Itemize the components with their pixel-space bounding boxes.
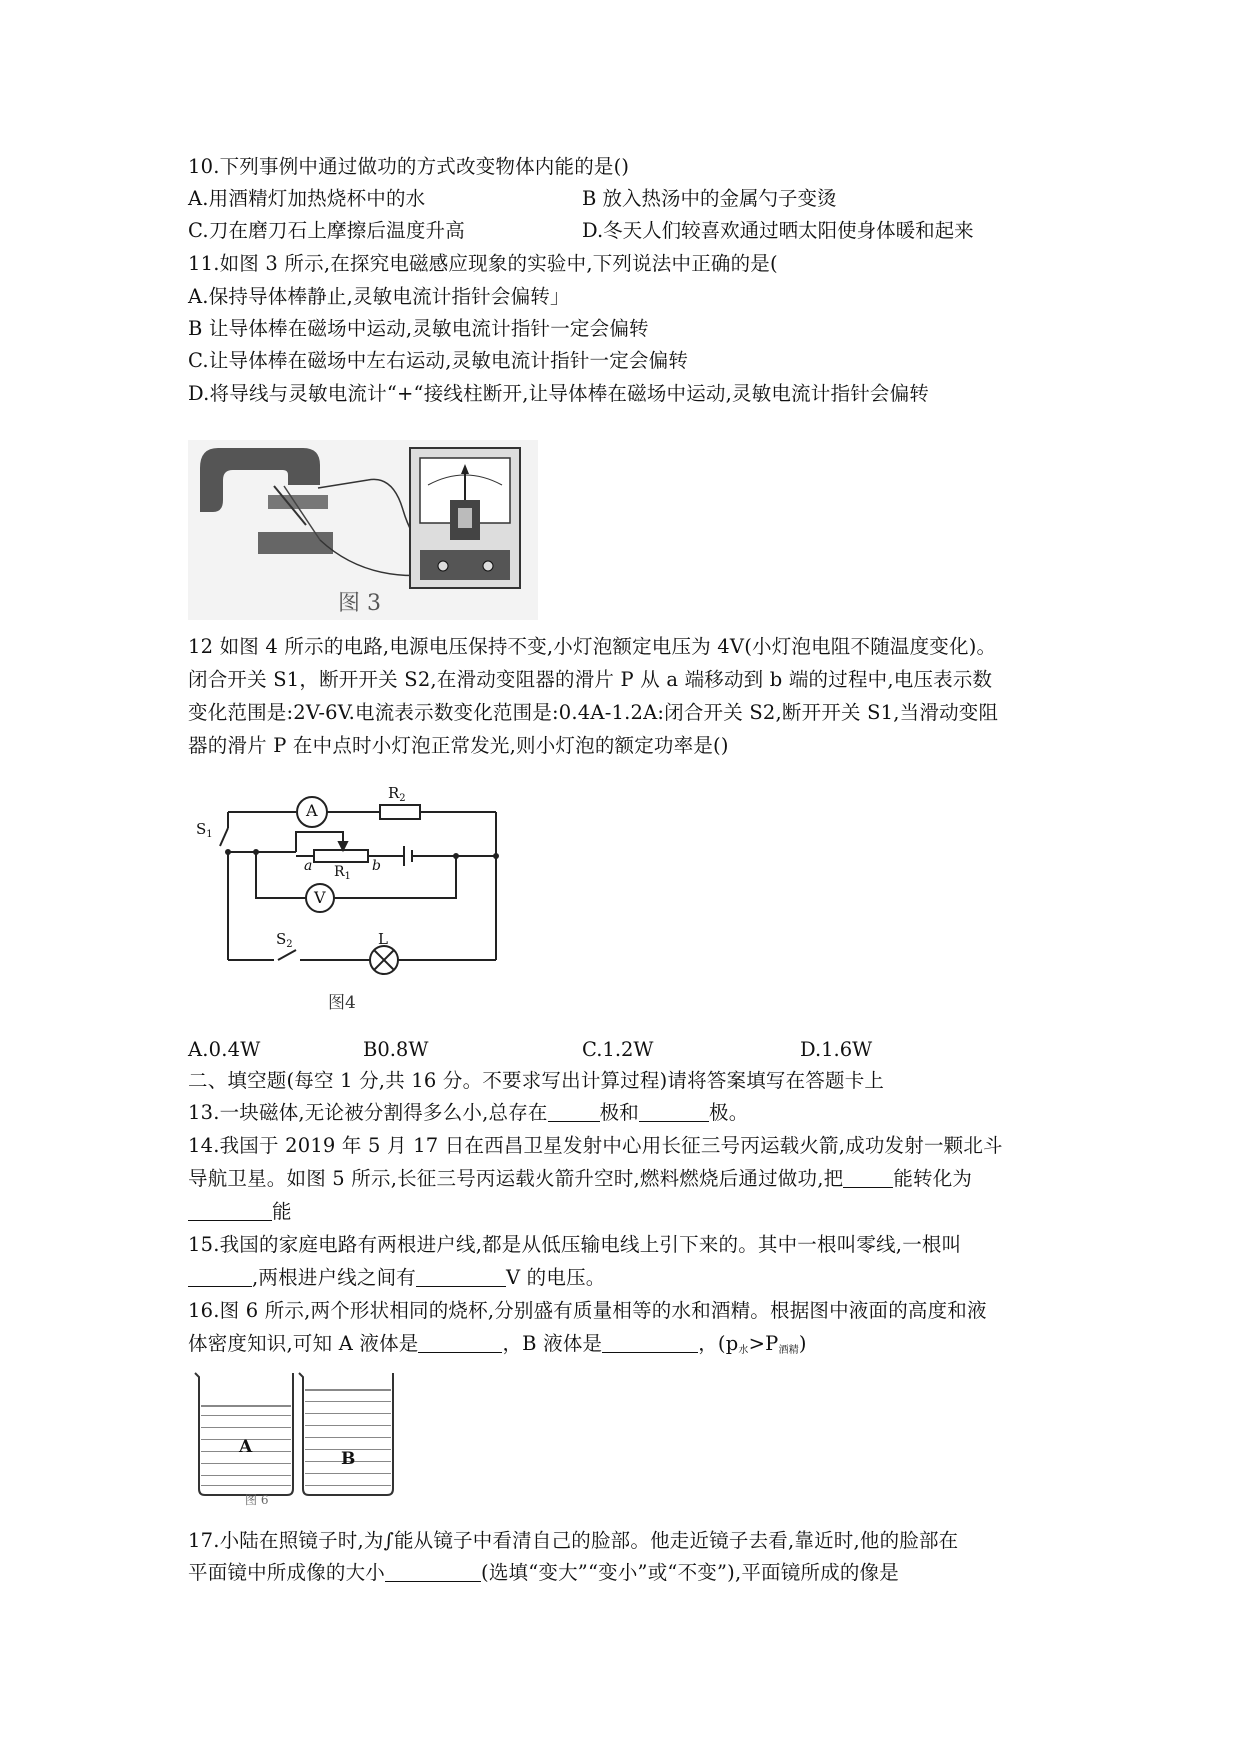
beaker-a-label: A (239, 1437, 253, 1457)
figure-6 (193, 1367, 413, 1507)
q17-line-2: 平面镜中所成像的大小 (选填“变大”“变小”或“不变”),平面镜所成的像是 (188, 1561, 899, 1584)
section-2-heading: 二、填空题(每空 1 分,共 16 分。不要求写出计算过程)请将答案填写在答题卡上 (188, 1069, 885, 1092)
r1-label: $R_1$ (334, 864, 351, 882)
q12-option-d: D.1.6W (800, 1038, 873, 1061)
q14-line-3: 能 (188, 1199, 292, 1225)
q10-option-a: A.用酒精灯加热烧杯中的水 (188, 187, 426, 210)
figure-4 (196, 780, 516, 1020)
beaker-b-label: B (341, 1449, 356, 1469)
figure-4-caption: 图4 (328, 993, 356, 1013)
q13: 13.一块磁体,无论被分割得多么小,总存在 极和 极。 (188, 1101, 749, 1124)
q11-option-a: A.保持导体棒静止,灵敏电流计指针会偏转」 (188, 285, 570, 308)
end-b-label: b (372, 858, 381, 874)
q10-option-d: D.冬天人们较喜欢通过晒太阳使身体暖和起来 (582, 219, 974, 242)
q11-stem: 11.如图 3 所示,在探究电磁感应现象的实验中,下列说法中正确的是( (188, 252, 778, 275)
q11-option-d: D.将导线与灵敏电流计“+“接线柱断开,让导体棒在磁场中运动,灵敏电流计指针会偏转 (188, 382, 930, 405)
figure-6-caption: 图 6 (245, 1493, 269, 1507)
q12-line-1: 12 如图 4 所示的电路,电源电压保持不变,小灯泡额定电压为 4V(小灯泡电阻不随温度变化)。 (188, 635, 997, 658)
ammeter-label: A (306, 801, 318, 820)
figure-4-circuit (196, 780, 516, 1020)
figure-3-caption: 图 3 (338, 591, 381, 616)
voltmeter-label: V (314, 888, 326, 907)
lamp-label: L (378, 930, 388, 948)
q12-option-a: A.0.4W (188, 1038, 261, 1061)
s2-label: $S_2$ (276, 930, 293, 950)
q16-line-2: 体密度知识,可知 A 液体是 ，B 液体是 ，$(p_水>P_{酒精})$ (188, 1332, 807, 1356)
q10-option-b: B 放入热汤中的金属勺子变烫 (582, 187, 837, 210)
q12-line-4: 器的滑片 P 在中点时小灯泡正常发光,则小灯泡的额定功率是() (188, 734, 729, 757)
figure-6-beakers (193, 1367, 413, 1507)
q10-stem: 10.下列事例中通过做功的方式改变物体内能的是() (188, 155, 630, 178)
q12-option-c: C.1.2W (582, 1038, 654, 1061)
q11-option-b: B 让导体棒在磁场中运动,灵敏电流计指针一定会偏转 (188, 317, 649, 340)
q17-line-1: 17.小陆在照镜子时,为∫能从镜子中看清自己的脸部。他走近镜子去看,靠近时,他的脸部在 (188, 1529, 959, 1552)
q14-line-1: 14.我国于 2019 年 5 月 17 日在西昌卫星发射中心用长征三号丙运载火箭,成功发射一颗北斗 (188, 1134, 1003, 1157)
q12-line-2: 闭合开关 S1，断开开关 S2,在滑动变阻器的滑片 P 从 a 端移动到 b 端的过程中,电压表示数 (188, 668, 993, 691)
q14-line-2: 导航卫星。如图 5 所示,长征三号丙运载火箭升空时,燃料燃烧后通过做功,把 能转化为 (188, 1167, 973, 1190)
figure-3 (188, 440, 538, 620)
s1-label: $S_1$ (196, 820, 213, 840)
q12-line-3: 变化范围是:2V-6V.电流表示数变化范围是:0.4A-1.2A:闭合开关 S2,断开开关 S1,当滑动变阻 (188, 701, 999, 724)
q15-line-1: 15.我国的家庭电路有两根进户线,都是从低压输电线上引下来的。其中一根叫零线,一根叫 (188, 1233, 962, 1256)
r2-label: $R_2$ (388, 784, 406, 804)
q15-line-2: ,两根进户线之间有 V 的电压。 (188, 1265, 605, 1291)
q16-line-1: 16.图 6 所示,两个形状相同的烧杯,分别盛有质量相等的水和酒精。根据图中液面的高度和液 (188, 1299, 987, 1322)
end-a-label: a (304, 858, 313, 874)
q11-option-c: C.让导体棒在磁场中左右运动,灵敏电流计指针一定会偏转 (188, 349, 689, 372)
q10-option-c: C.刀在磨刀石上摩擦后温度升高 (188, 219, 465, 242)
q12-option-b: B0.8W (363, 1038, 429, 1061)
